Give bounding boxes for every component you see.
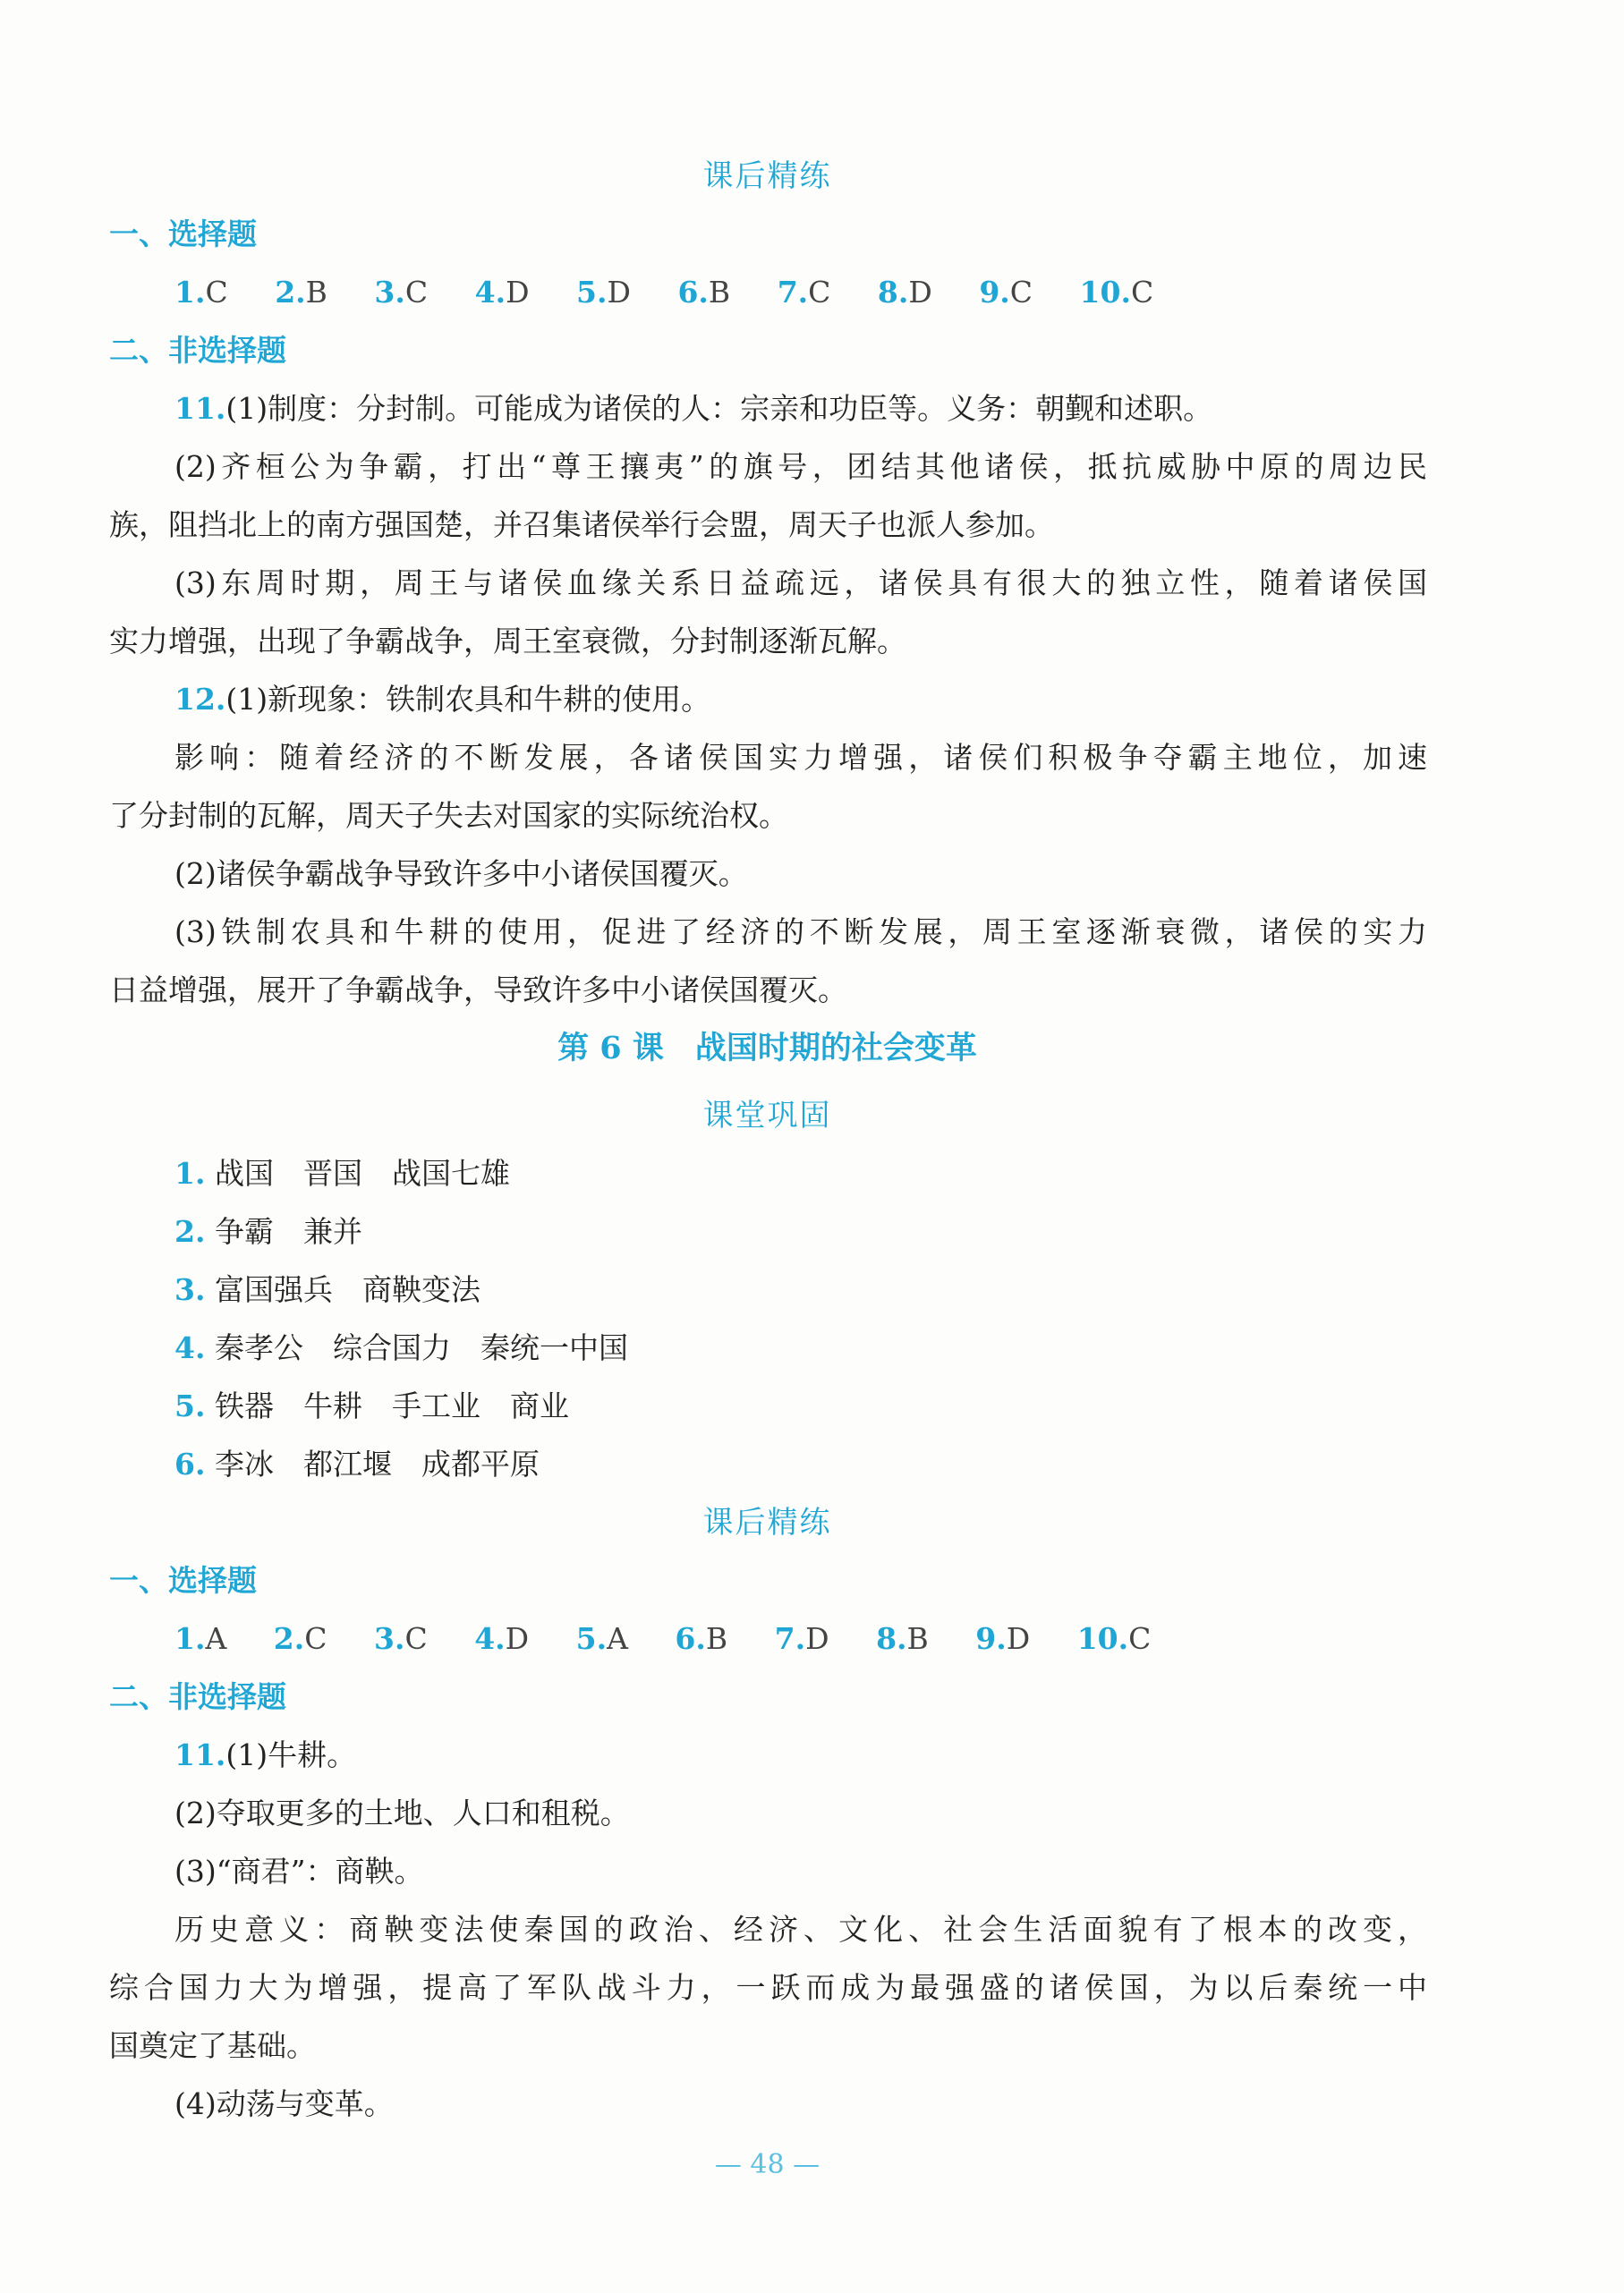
page-number: — 48 — xyxy=(714,2149,821,2180)
q11-line-3: 族，阻挡北上的南方强国楚，并召集诸侯举行会盟，周天子也派人参加。 xyxy=(109,507,1054,542)
answer: D xyxy=(607,275,631,310)
answer: D xyxy=(908,275,932,310)
list-item xyxy=(174,1445,540,1484)
q-num: 9. xyxy=(979,275,1010,310)
item-num: 6. xyxy=(174,1447,206,1482)
answer: A xyxy=(205,1621,227,1656)
item-text: 战国 晋国 战国七雄 xyxy=(214,1156,510,1191)
mc-answers-1 xyxy=(174,273,1191,312)
answer: B xyxy=(705,1621,728,1656)
nmc-heading-2: 二、非选择题 xyxy=(109,1679,286,1714)
answer: C xyxy=(205,275,228,310)
answer-text: (1)制度：分封制。可能成为诸侯的人：宗亲和功臣等。义务：朝觐和述职。 xyxy=(225,391,1213,426)
q-num: 8. xyxy=(876,1621,907,1656)
section-title-in-class: 课堂巩固 xyxy=(702,1098,832,1134)
q11-line-1 xyxy=(174,389,1212,429)
answer: C xyxy=(404,1621,428,1656)
lesson-title: 第 6 课 战国时期的社会变革 xyxy=(557,1030,977,1066)
list-item xyxy=(174,1329,628,1368)
item-num: 3. xyxy=(174,1272,206,1307)
q-num: 10. xyxy=(1079,275,1131,310)
answer-text: (1)牛耕。 xyxy=(225,1737,357,1772)
answer: B xyxy=(708,275,731,310)
item-num: 2. xyxy=(174,1214,206,1249)
q11-line-2: (2)齐桓公为争霸，打出“尊王攘夷”的旗号，团结其他诸侯，抵抗威胁中原的周边民 xyxy=(174,449,1427,484)
list-item xyxy=(174,1270,480,1310)
q-num: 10. xyxy=(1076,1621,1129,1656)
answer: A xyxy=(607,1621,628,1656)
section-title-after-class-1: 课后精练 xyxy=(702,158,832,194)
item-text: 铁器 牛耕 手工业 商业 xyxy=(214,1389,569,1423)
q12-line-4: (2)诸侯争霸战争导致许多中小诸侯国覆灭。 xyxy=(174,856,748,891)
item-num: 1. xyxy=(174,1156,206,1191)
q-num: 3. xyxy=(374,275,405,310)
mc-answers-2 xyxy=(174,1619,1188,1659)
nmc-heading-1: 二、非选择题 xyxy=(109,333,286,368)
q11b-line-3: (3)“商君”：商鞅。 xyxy=(174,1854,424,1889)
q12-line-6: 日益增强，展开了争霸战争，导致许多中小诸侯国覆灭。 xyxy=(109,972,847,1007)
q-num: 4. xyxy=(474,1621,506,1656)
q11b-line-5: 综合国力大为增强，提高了军队战斗力，一跃而成为最强盛的诸侯国，为以后秦统一中 xyxy=(109,1970,1427,2005)
item-text: 富国强兵 商鞅变法 xyxy=(214,1272,480,1307)
answer: C xyxy=(808,275,831,310)
item-text: 争霸 兼并 xyxy=(214,1214,362,1249)
list-item xyxy=(174,1154,510,1193)
q-num: 5. xyxy=(575,1621,608,1656)
mc-heading-1: 一、选择题 xyxy=(109,217,257,251)
list-item xyxy=(174,1387,569,1426)
answer: D xyxy=(505,1621,530,1656)
item-num: 5. xyxy=(174,1389,206,1423)
answer: D xyxy=(506,275,530,310)
q11b-line-7: (4)动荡与变革。 xyxy=(174,2086,394,2121)
q11-line-4: (3)东周时期，周王与诸侯血缘关系日益疏远，诸侯具有很大的独立性，随着诸侯国 xyxy=(174,565,1427,600)
q-num: 1. xyxy=(174,275,206,310)
q12-line-3: 了分封制的瓦解，周天子失去对国家的实际统治权。 xyxy=(109,798,788,833)
answer: C xyxy=(1128,1621,1152,1656)
q11b-line-4: 历史意义：商鞅变法使秦国的政治、经济、文化、社会生活面貌有了根本的改变， xyxy=(174,1912,1427,1947)
q-num: 4. xyxy=(474,275,506,310)
q-num: 2. xyxy=(273,1621,305,1656)
answer-text: (1)新现象：铁制农具和牛耕的使用。 xyxy=(225,682,711,717)
answer: C xyxy=(1009,275,1033,310)
q-num: 12. xyxy=(174,682,226,717)
q11b-line-6: 国奠定了基础。 xyxy=(109,2028,316,2063)
q-num: 5. xyxy=(576,275,608,310)
item-text: 李冰 都江堰 成都平原 xyxy=(214,1447,540,1482)
item-text: 秦孝公 综合国力 秦统一中国 xyxy=(214,1330,628,1365)
q-num: 11. xyxy=(174,391,226,426)
q-num: 1. xyxy=(174,1621,206,1656)
q-num: 7. xyxy=(777,275,809,310)
answer: C xyxy=(404,275,429,310)
answer: B xyxy=(305,275,327,310)
answer: B xyxy=(906,1621,929,1656)
q-num: 2. xyxy=(275,275,306,310)
answer: C xyxy=(1130,275,1154,310)
q-num: 6. xyxy=(677,275,709,310)
q11b-line-2: (2)夺取更多的土地、人口和租税。 xyxy=(174,1796,630,1830)
answer: D xyxy=(805,1621,829,1656)
q12-line-5: (3)铁制农具和牛耕的使用，促进了经济的不断发展，周王室逐渐衰微，诸侯的实力 xyxy=(174,914,1427,949)
q-num: 7. xyxy=(774,1621,806,1656)
list-item xyxy=(174,1212,362,1252)
q12-line-1 xyxy=(174,680,710,719)
q-num: 6. xyxy=(675,1621,706,1656)
section-title-after-class-2: 课后精练 xyxy=(702,1505,832,1541)
q-num: 8. xyxy=(877,275,909,310)
q-num: 3. xyxy=(374,1621,405,1656)
q11b-line-1 xyxy=(174,1736,356,1775)
answer: C xyxy=(304,1621,327,1656)
q-num: 11. xyxy=(174,1737,226,1772)
q11-line-5: 实力增强，出现了争霸战争，周王室衰微，分封制逐渐瓦解。 xyxy=(109,624,906,658)
q-num: 9. xyxy=(975,1621,1007,1656)
q12-line-2: 影响：随着经济的不断发展，各诸侯国实力增强，诸侯们积极争夺霸主地位，加速 xyxy=(174,740,1427,775)
answer: D xyxy=(1006,1621,1031,1656)
mc-heading-2: 一、选择题 xyxy=(109,1563,257,1598)
item-num: 4. xyxy=(174,1330,206,1365)
